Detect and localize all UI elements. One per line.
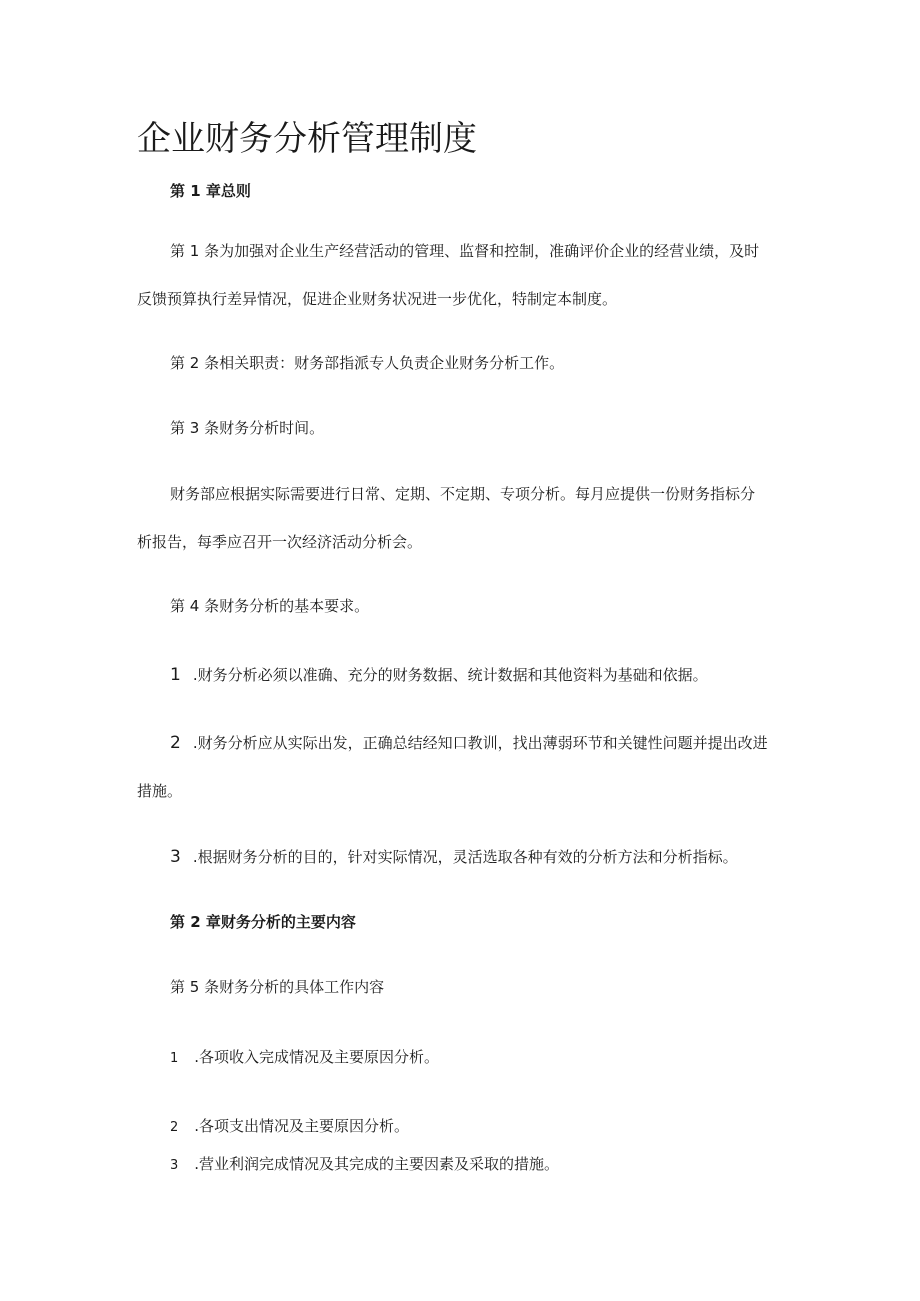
requirement-1-text: .财务分析必须以准确、充分的财务数据、统计数据和其他资料为基础和依据。 <box>192 666 708 684</box>
content-item-3-number: 3 <box>170 1158 179 1173</box>
requirement-1-number: 1 <box>170 665 181 685</box>
requirement-3 <box>170 847 738 867</box>
article-5-heading: 第 5 条财务分析的具体工作内容 <box>170 978 385 996</box>
content-item-2-number: 2 <box>170 1120 179 1135</box>
article-4-heading: 第 4 条财务分析的基本要求。 <box>170 597 370 615</box>
content-item-3 <box>170 1154 559 1176</box>
requirement-2-text: .财务分析应从实际出发，正确总结经知口教训，找出薄弱环节和关键性问题并提出改进 <box>192 734 768 752</box>
content-item-1 <box>170 1047 439 1069</box>
article-1-line-1: 第 1 条为加强对企业生产经营活动的管理、监督和控制，准确评价企业的经营业绩，及时 <box>170 242 760 260</box>
requirement-2-number: 2 <box>170 733 181 753</box>
article-2: 第 2 条相关职责：财务部指派专人负责企业财务分析工作。 <box>170 354 565 372</box>
article-3-heading: 第 3 条财务分析时间。 <box>170 419 325 437</box>
chapter-1-heading: 第 1 章总则 <box>170 182 251 200</box>
article-3-body-line-1: 财务部应根据实际需要进行日常、定期、不定期、专项分析。每月应提供一份财务指标分 <box>170 485 756 503</box>
requirement-3-number: 3 <box>170 847 181 867</box>
content-item-2-text: .各项支出情况及主要原因分析。 <box>194 1117 410 1135</box>
requirement-2-continuation: 措施。 <box>137 782 183 800</box>
requirement-1 <box>170 665 708 685</box>
article-3-body-line-2: 析报告，每季应召开一次经济活动分析会。 <box>137 533 423 551</box>
content-item-3-text: .营业利润完成情况及其完成的主要因素及采取的措施。 <box>194 1155 560 1173</box>
content-item-1-text: .各项收入完成情况及主要原因分析。 <box>194 1048 440 1066</box>
requirement-3-text: .根据财务分析的目的，针对实际情况，灵活选取各种有效的分析方法和分析指标。 <box>192 848 738 866</box>
content-item-2 <box>170 1116 409 1138</box>
chapter-2-heading: 第 2 章财务分析的主要内容 <box>170 913 356 931</box>
document-title: 企业财务分析管理制度 <box>137 119 477 159</box>
content-item-1-number: 1 <box>170 1051 179 1066</box>
requirement-2 <box>170 733 768 753</box>
article-1-line-2: 反馈预算执行差异情况，促进企业财务状况进一步优化，特制定本制度。 <box>137 290 618 308</box>
